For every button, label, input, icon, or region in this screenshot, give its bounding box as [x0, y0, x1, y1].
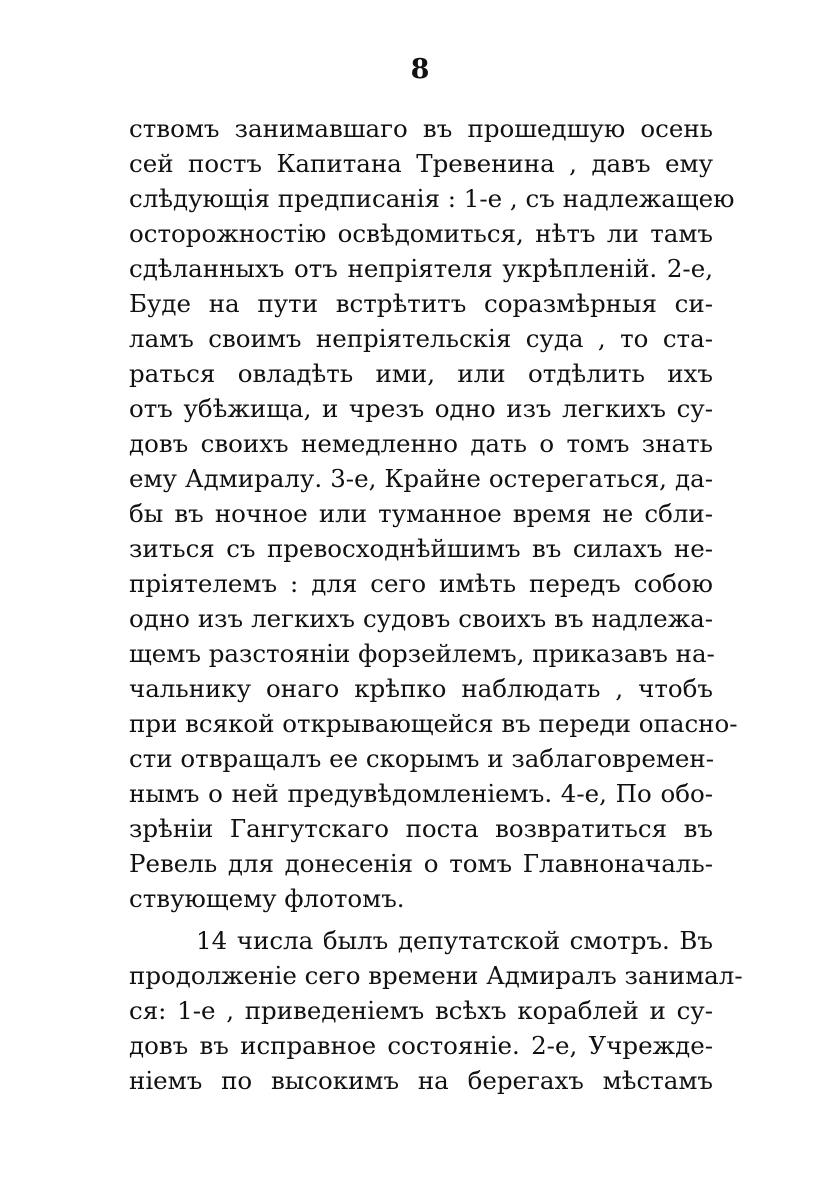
- page-number: 8: [410, 54, 430, 85]
- text-line: слѣдующія предписанія : 1-е , съ надлежащею: [129, 184, 735, 213]
- text-line: сти отвращалъ ее скорымъ и заблаговремен-: [129, 744, 715, 773]
- text-line: осторожностію освѣдомиться, нѣтъ ли тамъ: [129, 219, 713, 248]
- text-line: сдѣланныхъ отъ непріятеля укрѣпленій. 2-е,: [129, 254, 713, 283]
- text-line: щемъ разстояніи форзейлемъ, приказавъ на-: [129, 639, 715, 668]
- text-line: раться овладѣть ими, или отдѣлить ихъ: [129, 359, 713, 388]
- text-line: ся: 1-е , приведеніемъ всѣхъ кораблей и су-: [129, 996, 713, 1025]
- text-line: 14 числа былъ депутатской смотръ. Въ: [196, 926, 713, 955]
- text-line: продолженіе сего времени Адмиралъ занимал-: [129, 961, 743, 990]
- text-line: ствующему флотомъ.: [129, 884, 405, 913]
- text-line: сей постъ Капитана Тревенина , давъ ему: [129, 149, 713, 178]
- text-line: зрѣніи Гангутскаго поста возвратиться въ: [129, 814, 713, 843]
- text-line: ему Адмиралу. 3-е, Крайне остерегаться, да-: [129, 464, 713, 493]
- text-line: нымъ о ней предувѣдомленіемъ. 4-е, По обо-: [129, 779, 713, 808]
- text-line: довъ въ исправное состояніе. 2-е, Учрежде-: [129, 1031, 713, 1060]
- text-line: пріятелемъ : для сего имѣть передъ собою: [129, 569, 713, 598]
- text-line: довъ своихъ немедленно дать о томъ знать: [129, 429, 713, 458]
- text-line: ніемъ по высокимъ на берегахъ мѣстамъ: [129, 1066, 713, 1095]
- text-line: Ревель для донесенія о томъ Главноначаль-: [129, 849, 713, 878]
- text-line: зиться съ превосходнѣйшимъ въ силахъ не-: [129, 534, 713, 563]
- text-line: одно изъ легкихъ судовъ своихъ въ надлежа-: [129, 604, 713, 633]
- text-line: ствомъ занимавшаго въ прошедшую осень: [129, 114, 713, 143]
- text-line: при всякой открывающейся въ переди опасно-: [129, 709, 738, 738]
- text-line: отъ убѣжища, и чрезъ одно изъ легкихъ су-: [129, 394, 713, 423]
- text-line: бы въ ночное или туманное время не сбли-: [129, 499, 713, 528]
- text-line: Буде на пути встрѣтитъ соразмѣрныя си-: [129, 289, 713, 318]
- text-line: ламъ своимъ непріятельскія суда , то ста-: [129, 324, 713, 353]
- text-line: чальнику онаго крѣпко наблюдать , чтобъ: [129, 674, 713, 703]
